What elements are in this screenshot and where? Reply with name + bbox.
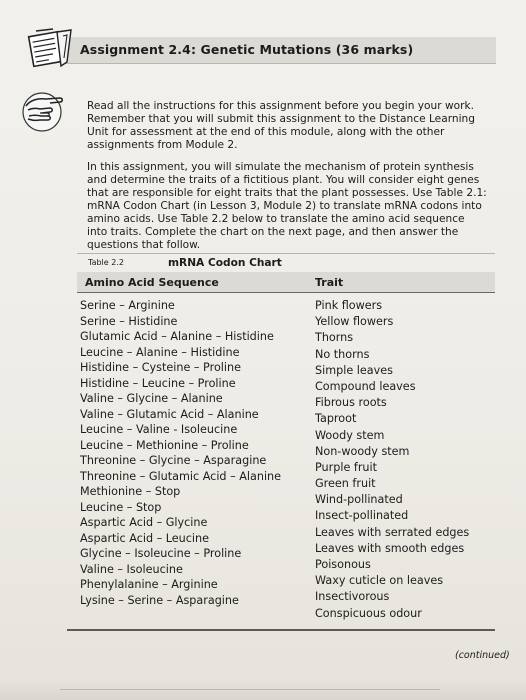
trait-row: Yellow flowers xyxy=(315,315,394,329)
sequence-row: Valine – Glutamic Acid – Alanine xyxy=(80,407,259,421)
trait-row: Non-woody stem xyxy=(315,444,410,458)
page-bottom-shadow xyxy=(0,680,526,700)
trait-row: Green fruit xyxy=(315,477,376,491)
sequence-row: Glutamic Acid – Alanine – Histidine xyxy=(80,330,274,343)
sequence-row: Leucine – Alanine – Histidine xyxy=(80,345,240,359)
sequence-row: Leucine – Methionine – Proline xyxy=(80,438,249,452)
sequence-row: Threonine – Glycine – Asparagine xyxy=(80,454,267,467)
trait-row: Taproot xyxy=(315,412,357,426)
sequence-row: Aspartic Acid – Glycine xyxy=(80,516,208,529)
assignment-description-paragraph: In this assignment, you will simulate the mechanism of protein synthesis and determine the traits of a fictitious plant. You will consider eight genes that are responsible for eight traits that the plant possesses. Use Table 2.1: mRNA Codon Chart (in Lesson 3, Module 2) to translate mRNA codons into amino acids. Use Table 2.2 below to translate the amino acid sequence into traits. Complete the chart on the next page, and then answer the questions that follow. xyxy=(87,160,487,251)
sequence-row: Valine – Glycine – Alanine xyxy=(80,392,223,405)
sequence-row: Phenylalanine – Arginine xyxy=(80,578,218,591)
sequence-row: Histidine – Cysteine – Proline xyxy=(80,361,241,374)
sequence-row: Methionine – Stop xyxy=(80,485,181,498)
column-header-trait: Trait xyxy=(315,276,344,289)
column-header-amino-acid-sequence: Amino Acid Sequence xyxy=(85,276,219,289)
sequence-row: Lysine – Serine – Asparagine xyxy=(80,593,239,607)
trait-row: Compound leaves xyxy=(315,379,416,393)
trait-row: Simple leaves xyxy=(315,363,393,377)
sequence-row: Histidine – Leucine – Proline xyxy=(80,376,236,390)
trait-row: Leaves with serrated edges xyxy=(315,525,470,539)
assignment-notebook-icon xyxy=(27,28,75,68)
sequence-row: Aspartic Acid – Leucine xyxy=(80,531,210,545)
trait-row: Thorns xyxy=(315,331,354,345)
trait-row: Insect-pollinated xyxy=(315,509,409,523)
trait-row: Fibrous roots xyxy=(315,396,387,410)
trait-row: Wind-pollinated xyxy=(315,493,403,507)
trait-row: No thorns xyxy=(315,347,370,361)
page-bottom-rule xyxy=(60,689,440,690)
sequence-row: Threonine – Glutamic Acid – Alanine xyxy=(80,469,282,483)
trait-row: Poisonous xyxy=(315,558,371,571)
sequence-row: Leucine – Valine - Isoleucine xyxy=(80,423,238,436)
table-caption: Table 2.2 xyxy=(88,258,124,267)
pointing-hand-icon xyxy=(20,86,68,134)
table-top-rule xyxy=(77,253,495,254)
trait-row: Pink flowers xyxy=(315,299,383,312)
trait-column xyxy=(315,299,469,623)
sequence-row: Leucine – Stop xyxy=(80,500,162,514)
trait-row: Waxy cuticle on leaves xyxy=(315,574,444,588)
trait-row: Leaves with smooth edges xyxy=(315,541,465,555)
trait-row: Conspicuous odour xyxy=(315,606,422,620)
assignment-title: Assignment 2.4: Genetic Mutations (36 marks) xyxy=(80,42,414,57)
trait-row: Insectivorous xyxy=(315,590,390,604)
sequence-row: Glycine – Isoleucine – Proline xyxy=(80,547,242,560)
sequence-row: Serine – Arginine xyxy=(80,299,175,312)
table-title: mRNA Codon Chart xyxy=(168,257,282,269)
continued-note: (continued) xyxy=(455,650,510,661)
instructions-paragraph: Read all the instructions for this assignment before you begin your work. Remember that you will submit this assignment to the Distance Learning Unit for assessment at the end of this module, along with the other assignments from Module 2. xyxy=(87,99,475,151)
sequence-row: Valine – Isoleucine xyxy=(80,562,183,576)
amino-acid-sequence-column xyxy=(80,299,281,609)
trait-row: Woody stem xyxy=(315,428,385,442)
trait-row: Purple fruit xyxy=(315,460,378,474)
table-bottom-rule xyxy=(67,629,495,631)
sequence-row: Serine – Histidine xyxy=(80,314,178,328)
